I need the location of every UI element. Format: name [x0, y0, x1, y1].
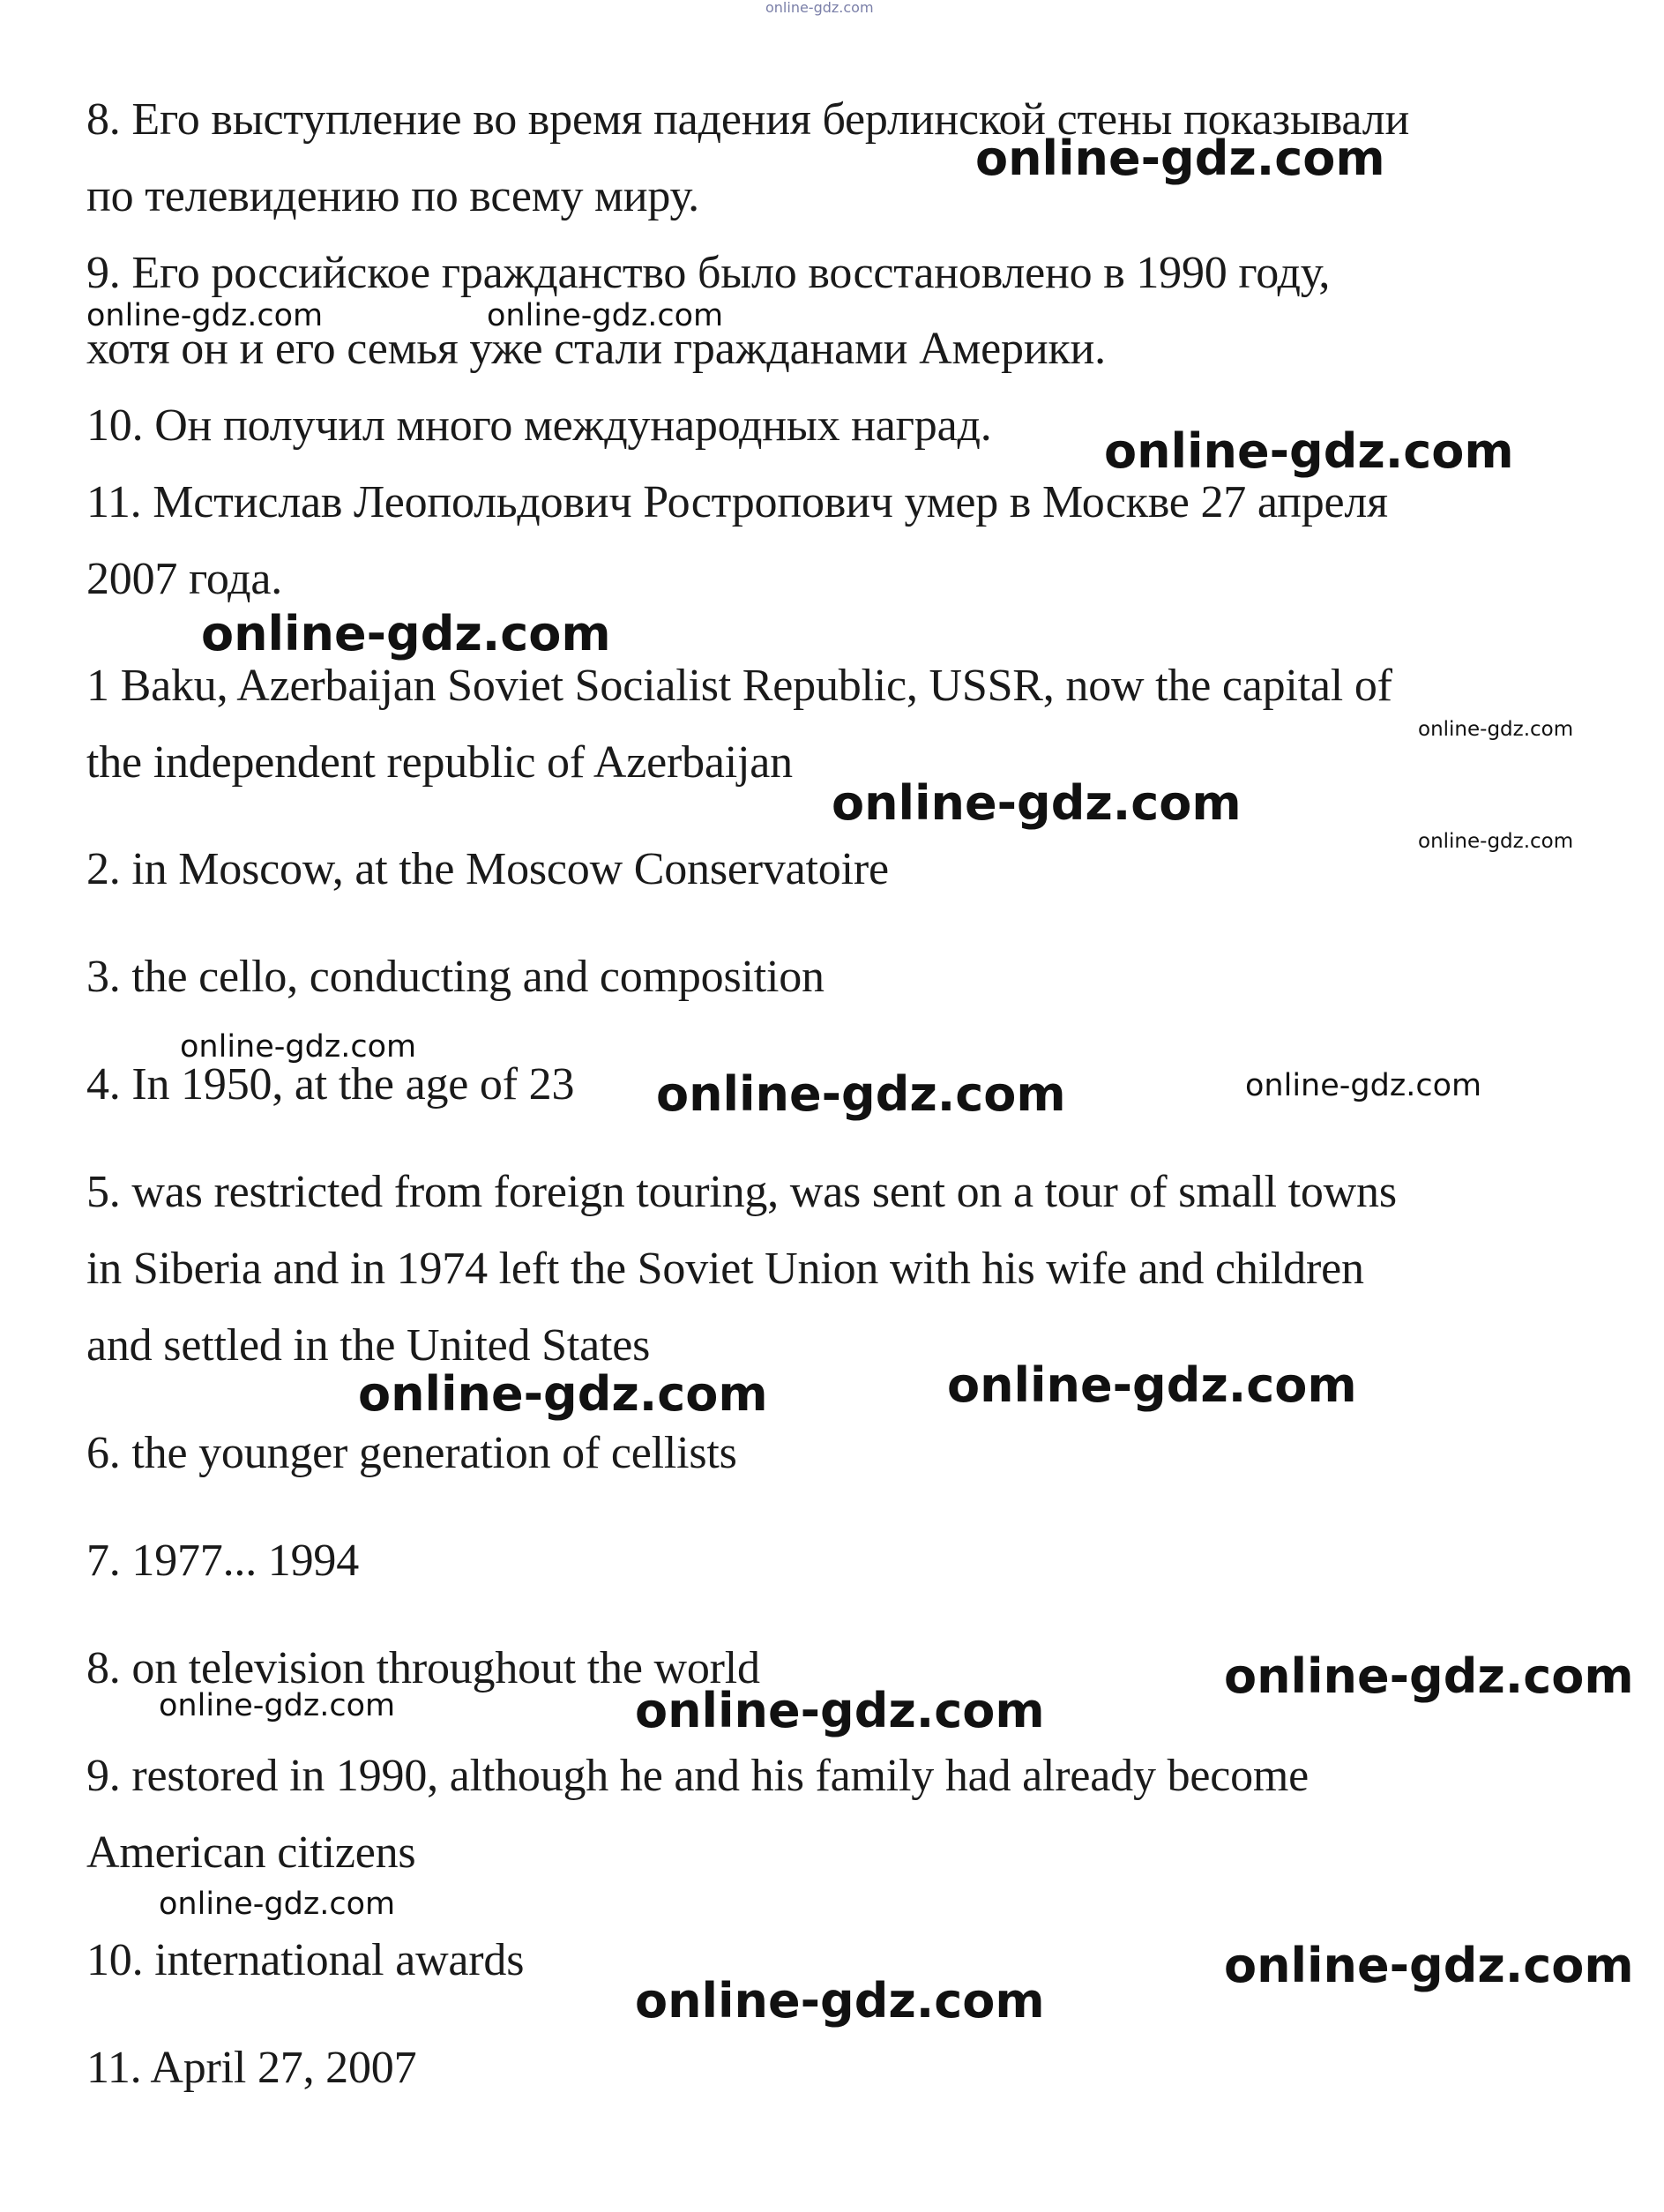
- watermark: online-gdz.com: [832, 775, 1242, 831]
- watermark: online-gdz.com: [487, 298, 724, 333]
- russian-line: 11. Мстислав Леопольдович Ростропович умер в Москве 27 апреля: [86, 477, 1388, 527]
- watermark: online-gdz.com: [975, 131, 1385, 186]
- russian-line: по телевидению по всему миру.: [86, 171, 699, 221]
- answer-line: 9. restored in 1990, although he and his family had already become: [86, 1751, 1310, 1801]
- watermark: online-gdz.com: [159, 1887, 396, 1922]
- answer-line: 6. the younger generation of cellists: [86, 1428, 737, 1478]
- answer-line: the independent republic of Azerbaijan: [86, 737, 793, 788]
- watermark: online-gdz.com: [180, 1029, 417, 1065]
- answer-line: 1 Baku, Azerbaijan Soviet Socialist Republic, USSR, now the capital of: [86, 661, 1392, 711]
- answer-line: American citizens: [86, 1827, 416, 1878]
- watermark: online-gdz.com: [947, 1357, 1357, 1413]
- answer-line: 7. 1977... 1994: [86, 1536, 360, 1586]
- watermark-top: online-gdz.com: [765, 0, 874, 16]
- russian-line: 8. Его выступление во время падения берлинской стены показывали: [86, 94, 1410, 145]
- watermark: online-gdz.com: [86, 298, 324, 333]
- watermark: online-gdz.com: [1224, 1648, 1634, 1704]
- answer-line: and settled in the United States: [86, 1320, 651, 1371]
- watermark: online-gdz.com: [358, 1366, 768, 1422]
- russian-line: 10. Он получил много международных наград.: [86, 400, 992, 451]
- answer-line: 8. on television throughout the world: [86, 1643, 760, 1693]
- watermark: online-gdz.com: [1245, 1068, 1482, 1103]
- watermark: online-gdz.com: [1418, 718, 1574, 741]
- watermark: online-gdz.com: [159, 1688, 396, 1723]
- answer-line: 2. in Moscow, at the Moscow Conservatoire: [86, 844, 889, 894]
- answer-line: 5. was restricted from foreign touring, was sent on a tour of small towns: [86, 1167, 1397, 1217]
- answer-line: 11. April 27, 2007: [86, 2043, 417, 2093]
- answer-line: 4. In 1950, at the age of 23: [86, 1059, 575, 1110]
- watermark: online-gdz.com: [1104, 423, 1514, 479]
- answer-line: 10. international awards: [86, 1935, 525, 1985]
- russian-line: хотя он и его семья уже стали гражданами Америки.: [86, 324, 1106, 374]
- answer-line: in Siberia and in 1974 left the Soviet Union with his wife and children: [86, 1244, 1364, 1294]
- russian-line: 2007 года.: [86, 554, 283, 604]
- watermark: online-gdz.com: [656, 1066, 1066, 1122]
- russian-line: 9. Его российское гражданство было восстановлено в 1990 году,: [86, 248, 1331, 298]
- watermark: online-gdz.com: [1418, 830, 1574, 853]
- watermark: online-gdz.com: [635, 1973, 1045, 2029]
- watermark: online-gdz.com: [201, 606, 611, 661]
- answer-line: 3. the cello, conducting and composition: [86, 952, 825, 1002]
- watermark: online-gdz.com: [1224, 1938, 1634, 1993]
- watermark: online-gdz.com: [635, 1683, 1045, 1738]
